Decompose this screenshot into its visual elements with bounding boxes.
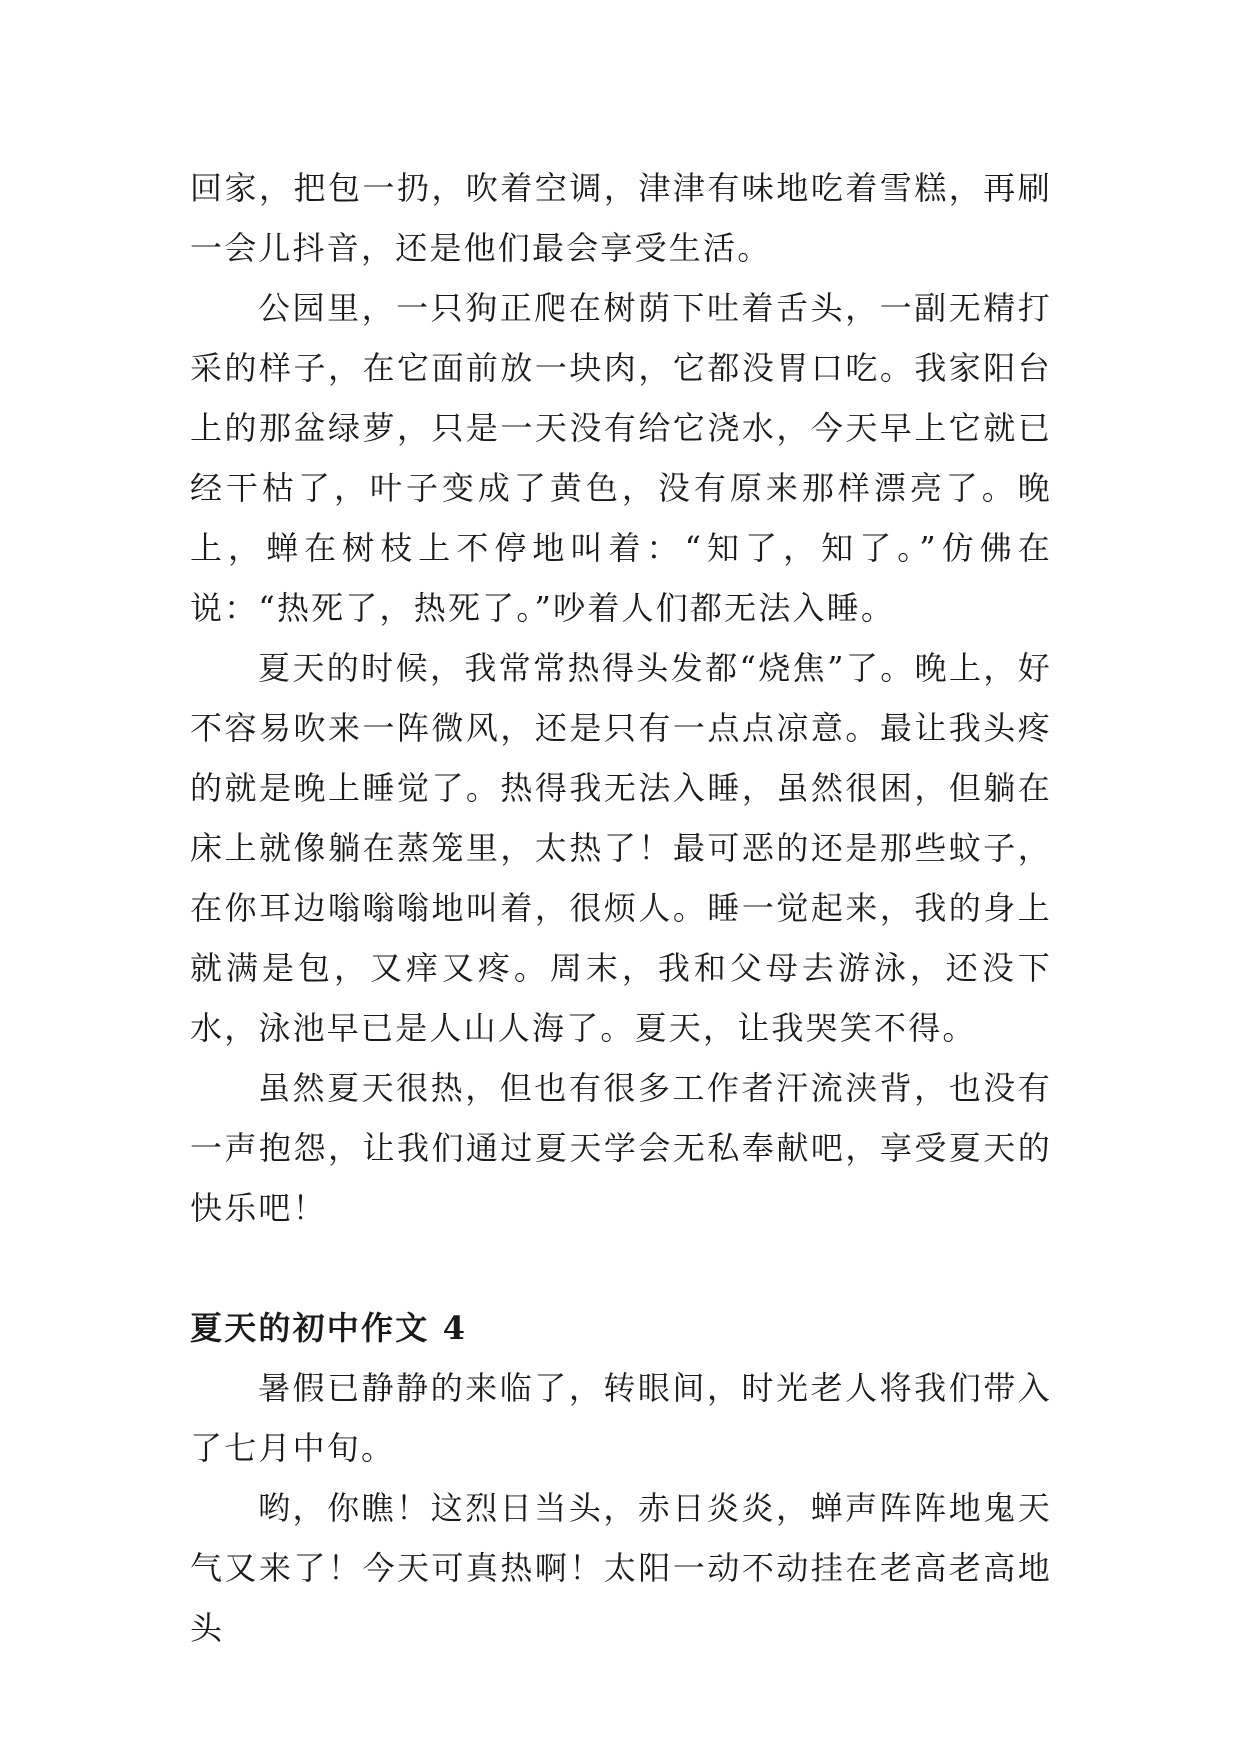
paragraph-park: 公园里，一只狗正爬在树荫下吐着舌头，一副无精打采的样子，在它面前放一块肉，它都没胃口吃。我家阳台上的那盆绿萝，只是一天没有给它浇水，今天早上它就已经干枯了，叶子变成了黄色，没有原来那样漂亮了。晚上，蝉在树枝上不停地叫着：“知了，知了。”仿佛在说：“热死了，热死了。”吵着人们都无法入睡。 bbox=[190, 289, 1052, 627]
paragraph-summer-vacation: 暑假已静静的来临了，转眼间，时光老人将我们带入了七月中旬。 bbox=[190, 1369, 1052, 1467]
paragraph-summer-night: 夏天的时候，我常常热得头发都“烧焦”了。晚上，好不容易吹来一阵微风，还是只有一点点凉意。最让我头疼的就是晚上睡觉了。热得我无法入睡，虽然很困，但躺在床上就像躺在蒸笼里，太热了！最可恶的还是那些蚊子，在你耳边嗡嗡嗡地叫着，很烦人。睡一觉起来，我的身上就满是包，又痒又疼。周末，我和父母去游泳，还没下水，泳池早已是人山人海了。夏天，让我哭笑不得。 bbox=[190, 649, 1052, 1047]
paragraph-continuation: 回家，把包一扔，吹着空调，津津有味地吃着雪糕，再刷一会儿抖音，还是他们最会享受生活。 bbox=[190, 169, 1052, 267]
document-page bbox=[190, 158, 1052, 1658]
paragraph-hot-weather: 哟，你瞧！这烈日当头，赤日炎炎，蝉声阵阵地鬼天气又来了！今天可真热啊！太阳一动不动挂在老高老高地头 bbox=[190, 1489, 1052, 1647]
section-title: 夏天的初中作文 4 bbox=[190, 1309, 468, 1347]
paragraph-conclusion: 虽然夏天很热，但也有很多工作者汗流浃背，也没有一声抱怨，让我们通过夏天学会无私奉献吧，享受夏天的快乐吧！ bbox=[190, 1069, 1052, 1227]
